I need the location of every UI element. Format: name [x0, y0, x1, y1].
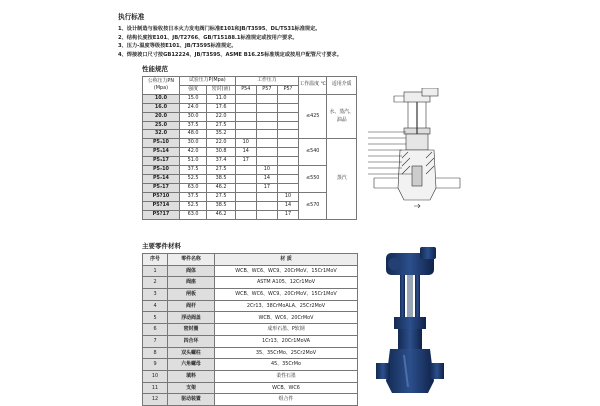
table-row: P5₇10 37.5 27.5 10 ≤550 — [143, 166, 357, 175]
standard-line-4: 4、焊接坡口尺寸按GB12224、JB/T3595、ASME B16.25标准规定或按用户配管尺寸要求。 — [118, 51, 342, 58]
header-material: 材 质 — [215, 254, 358, 266]
table-row: P5?17 63.0 46.2 17 — [143, 210, 357, 219]
header-p57: P57 — [256, 85, 277, 94]
table-row: 1 阀体 WCB、WC6、WC9、20CrMoV、15Cr1MoV — [143, 265, 358, 277]
standard-line-1: 1、设计制造与验收按日本火力发电阀门标准E101和JB/T3595、DL/T531标准规定。 — [118, 26, 321, 32]
header-part: 零件名称 — [168, 254, 215, 266]
table-row: P5₄10 30.0 22.0 10 ≤540 蒸汽 — [143, 139, 357, 148]
temp-cell: ≤425 — [298, 94, 326, 139]
header-temp: 工作温度 ℃ — [298, 77, 326, 95]
header-nominal: 公称压力PN (Mpa) — [143, 77, 180, 95]
temp-cell: ≤550 — [298, 166, 326, 193]
table-row: P5₄14 42.0 30.8 14 — [143, 148, 357, 157]
valve-photo — [376, 247, 444, 395]
medium-cell: 水、蒸汽、油品 — [327, 94, 357, 139]
valve-section-diagram — [364, 88, 468, 216]
table-row: 4 阀杆 2Cr13、38CrMoALA、25Cr2MoV — [143, 300, 358, 312]
performance-title: 性能规范 — [142, 65, 168, 73]
temp-cell: ≤570 — [298, 192, 326, 219]
medium-cell: 蒸汽 — [327, 139, 357, 219]
table-row: 5 浮动阀盖 WCB、WC6、20CrMoV — [143, 312, 358, 324]
standards-title: 执行标准 — [118, 13, 145, 21]
materials-table — [142, 253, 358, 406]
header-test: 试验压力P(Mpa) — [179, 77, 235, 86]
table-row: 32.0 48.0 35.2 — [143, 130, 357, 139]
header-strength: 强度 — [179, 85, 206, 94]
table-row: 10 填料 柔性石墨 — [143, 370, 358, 382]
standard-line-2: 2、结构长度按E101、JB/T2766、GB/T15188.1标准规定或按用户要求。 — [118, 34, 298, 41]
header-medium: 适用介质 — [327, 77, 357, 95]
header-p5t: P5? — [277, 85, 298, 94]
table-row: 8 双头螺柱 35、35CrMo、25Cr2MoV — [143, 347, 358, 359]
table-row: 7 四合环 1Cr13、20Cr1MoVA — [143, 335, 358, 347]
header-index: 序号 — [143, 254, 168, 266]
header-p54: P54 — [235, 85, 256, 94]
header-seal: 密封(液) — [207, 85, 235, 94]
table-row: 3 闸板 WCB、WC6、WC9、20CrMoV、15Cr1MoV — [143, 289, 358, 301]
standards-section — [118, 11, 408, 59]
temp-cell: ≤540 — [298, 139, 326, 166]
table-row: P5₄17 51.0 37.4 17 — [143, 157, 357, 166]
table-row: 10.0 15.0 11.0 ≤425 水、蒸汽、油品 — [143, 94, 357, 103]
header-work: 工作压力 — [235, 77, 298, 86]
performance-table — [142, 76, 357, 220]
table-row: 25.0 37.5 27.5 — [143, 121, 357, 130]
table-row: 9 六角螺母 45、35CrMo — [143, 359, 358, 371]
table-row: P5?10 37.5 27.5 10 ≤570 — [143, 192, 357, 201]
table-row: 2 阀座 ASTM A105、12Cr1MoV — [143, 277, 358, 289]
table-row: 12 驱动装置 组合件 — [143, 394, 358, 406]
table-row: P5?14 52.5 38.5 14 — [143, 201, 357, 210]
table-row: P5₇14 52.5 38.5 14 — [143, 174, 357, 183]
table-row: P5₇17 63.0 46.2 17 — [143, 183, 357, 192]
table-row: 6 密封圈 成形石墨、P软钢 — [143, 324, 358, 336]
table-row: 11 支架 WCB、WC6 — [143, 382, 358, 394]
standard-line-3: 3、压力-温度等级按E101、JB/T3595标准规定。 — [118, 43, 237, 49]
table-row: 20.0 30.0 22.0 — [143, 112, 357, 121]
materials-title: 主要零件材料 — [142, 242, 181, 250]
table-row: 16.0 24.0 17.6 — [143, 103, 357, 112]
